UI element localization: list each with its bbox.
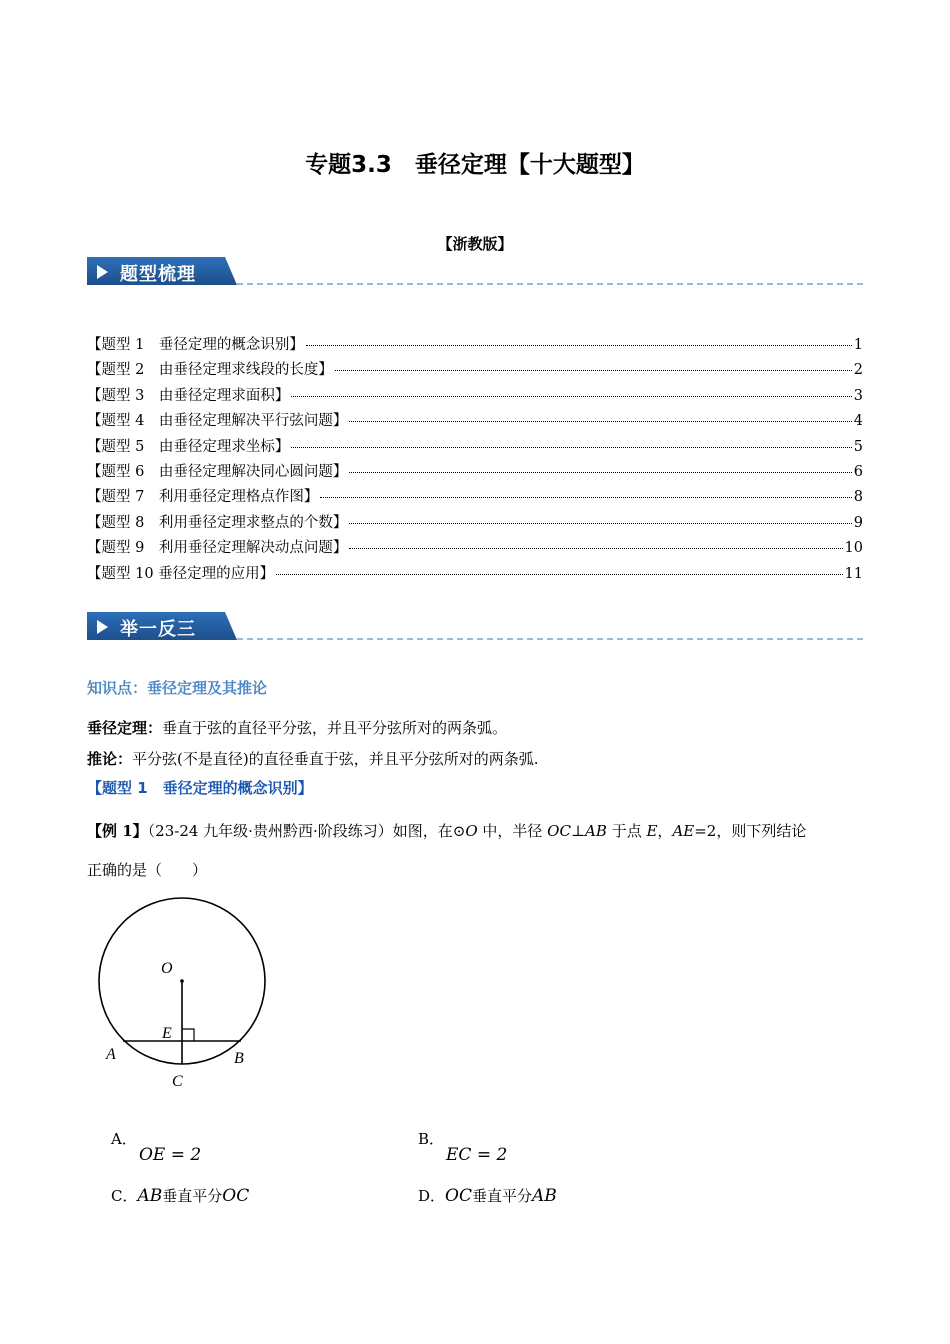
option-letter: C．	[111, 1187, 138, 1205]
math-symbol: AE	[672, 822, 695, 840]
toc-leader	[291, 446, 851, 448]
option-math: EC = 2	[446, 1145, 508, 1165]
toc-entry-page: 8	[853, 489, 863, 506]
toc-entry[interactable]	[87, 384, 863, 409]
label-c: C	[172, 1073, 183, 1090]
toc-entry-page: 2	[853, 362, 863, 379]
page-title: 专题3.3 垂径定理【十大题型】	[305, 152, 645, 178]
toc-entry[interactable]	[87, 333, 863, 358]
toc-entry[interactable]	[87, 511, 863, 536]
practice-banner	[87, 612, 863, 644]
example-text: =2，则下列结论	[694, 822, 807, 840]
corollary-text: 平分弦(不是直径)的直径垂直于弦，并且平分弦所对的两条弧.	[132, 750, 539, 768]
math-symbol: O	[465, 822, 478, 840]
math-symbol: OC⊥AB	[547, 822, 607, 840]
option-letter: B．	[418, 1130, 445, 1148]
circle-diagram	[95, 893, 285, 1093]
toc-entry-page: 10	[844, 540, 863, 557]
example-question	[87, 812, 863, 890]
example-text: 正确的是（ ）	[87, 861, 208, 879]
theorem-paragraph	[87, 717, 507, 738]
dashed-divider	[237, 283, 863, 285]
toc-entry-title: 【题型 1 垂径定理的概念识别】	[87, 337, 304, 353]
corollary-label: 推论：	[87, 750, 133, 768]
table-of-contents	[87, 333, 863, 587]
toc-leader	[291, 395, 851, 397]
toc-leader	[276, 573, 842, 575]
option-math: AB	[532, 1186, 557, 1206]
toc-entry[interactable]	[87, 435, 863, 460]
toc-entry-page: 11	[844, 565, 863, 582]
toc-banner	[87, 257, 863, 289]
example-text: ，	[657, 822, 673, 840]
example-text: 如图，在⊙	[392, 822, 466, 840]
label-b: B	[234, 1050, 244, 1067]
dashed-divider	[237, 638, 863, 640]
toc-leader	[335, 369, 852, 371]
corollary-paragraph	[87, 748, 539, 769]
toc-entry-page: 9	[853, 514, 863, 531]
toc-entry-page: 4	[853, 413, 863, 430]
option-math: OC	[222, 1186, 250, 1206]
option-math: AB	[137, 1186, 163, 1206]
edition-label: 【浙教版】	[437, 235, 513, 253]
option-math: OE = 2	[139, 1145, 202, 1165]
banner-label: 举一反三	[120, 619, 196, 640]
toc-entry-title: 【题型 8 利用垂径定理求整点的个数】	[87, 514, 348, 531]
option-text: 垂直平分	[162, 1187, 223, 1205]
toc-entry-title: 【题型 4 由垂径定理解决平行弦问题】	[87, 413, 348, 430]
center-dot	[180, 979, 184, 983]
toc-entry[interactable]	[87, 536, 863, 561]
play-arrow-icon	[97, 620, 108, 634]
option-d[interactable]	[418, 1185, 557, 1206]
theorem-text: 垂直于弦的直径平分弦，并且平分弦所对的两条弧。	[162, 719, 508, 737]
toc-entry-page: 1	[853, 337, 863, 353]
example-source: （23-24 九年级·贵州黔西·阶段练习）	[147, 822, 393, 840]
label-a: A	[106, 1046, 116, 1063]
toc-entry[interactable]	[87, 460, 863, 485]
example-tag: 【例 1】	[87, 822, 148, 840]
option-a[interactable]	[111, 1128, 201, 1169]
option-c[interactable]	[111, 1185, 249, 1206]
toc-leader	[349, 471, 851, 473]
option-math: OC	[445, 1186, 472, 1206]
theorem-label: 垂径定理：	[87, 719, 163, 737]
toc-entry-title: 【题型 10 垂径定理的应用】	[87, 565, 275, 582]
banner-label: 题型梳理	[120, 264, 196, 285]
label-o: O	[161, 960, 173, 977]
toc-entry[interactable]	[87, 562, 863, 587]
toc-entry-title: 【题型 3 由垂径定理求面积】	[87, 387, 290, 404]
example-text: 于点	[606, 822, 647, 840]
toc-leader	[349, 547, 842, 549]
toc-entry-page: 5	[853, 438, 863, 455]
toc-entry-title: 【题型 6 由垂径定理解决同心圆问题】	[87, 463, 348, 480]
knowledge-point-heading: 知识点：垂径定理及其推论	[87, 679, 268, 697]
toc-leader	[349, 522, 851, 524]
toc-leader	[306, 344, 852, 346]
option-letter: D．	[418, 1187, 446, 1205]
toc-entry-title: 【题型 7 利用垂径定理格点作图】	[87, 489, 319, 506]
toc-entry[interactable]	[87, 485, 863, 510]
right-angle-mark	[182, 1029, 194, 1041]
math-symbol: E	[646, 822, 658, 840]
toc-entry-title: 【题型 5 由垂径定理求坐标】	[87, 438, 290, 455]
example-text: 中，半径	[477, 822, 548, 840]
option-letter: A．	[111, 1130, 137, 1148]
question-type-heading: 【题型 1 垂径定理的概念识别】	[87, 779, 313, 797]
toc-entry-title: 【题型 2 由垂径定理求线段的长度】	[87, 362, 333, 379]
toc-entry[interactable]	[87, 409, 863, 434]
toc-entry-page: 6	[853, 463, 863, 480]
label-e: E	[162, 1025, 172, 1042]
toc-entry-page: 3	[853, 387, 863, 404]
toc-leader	[320, 496, 851, 498]
option-b[interactable]	[418, 1128, 507, 1169]
toc-entry-title: 【题型 9 利用垂径定理解决动点问题】	[87, 540, 348, 557]
toc-leader	[349, 420, 851, 422]
option-text: 垂直平分	[471, 1187, 532, 1205]
play-arrow-icon	[97, 265, 108, 279]
toc-entry[interactable]	[87, 358, 863, 383]
